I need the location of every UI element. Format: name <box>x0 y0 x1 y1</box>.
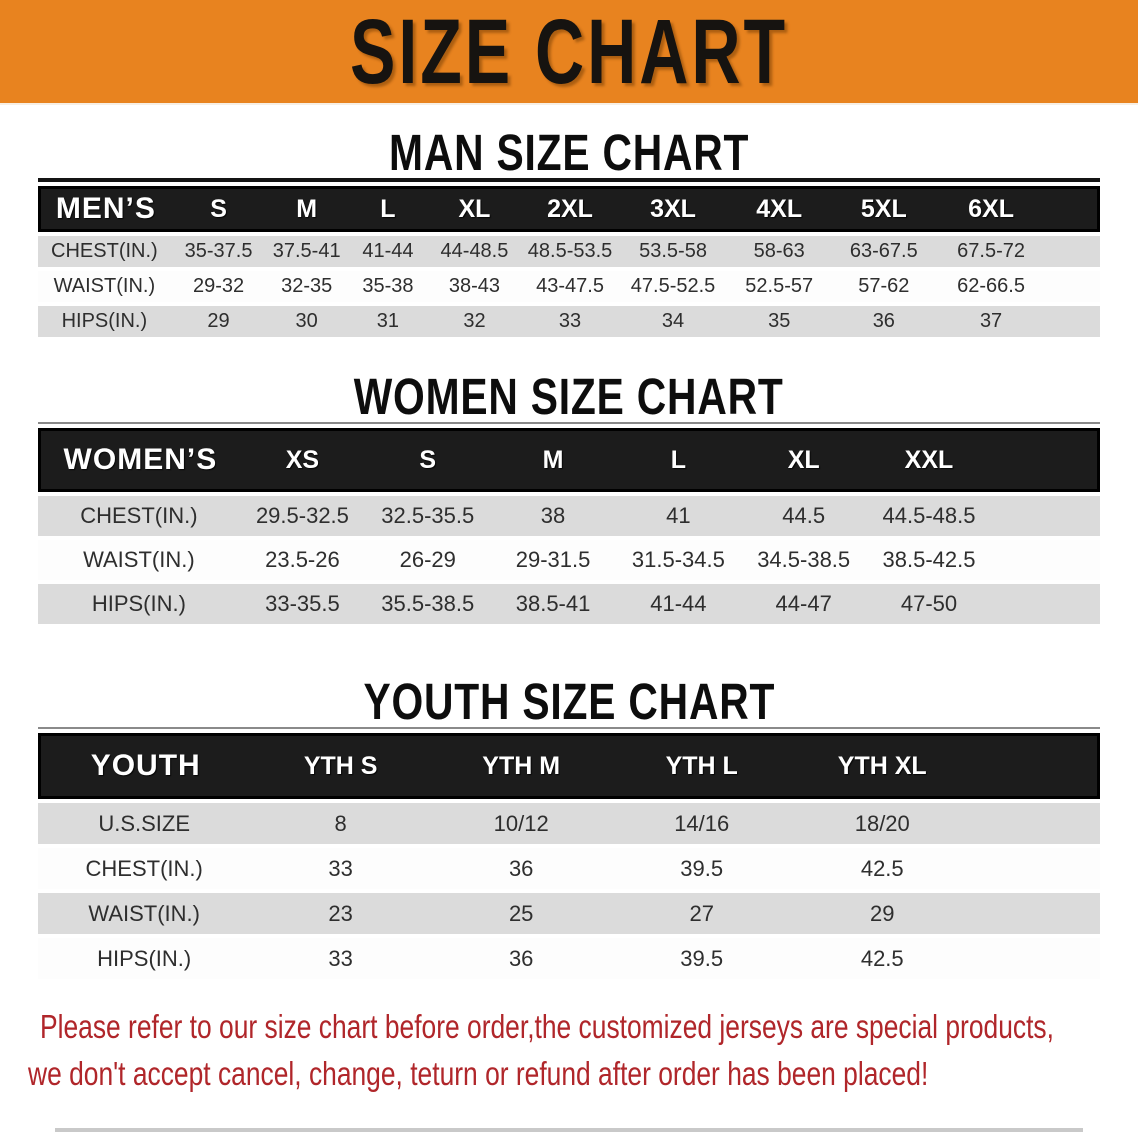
size-value-cell: 53.5-58 <box>620 236 726 267</box>
row-label: CHEST(IN.) <box>38 236 171 267</box>
size-value-cell: 35 <box>726 306 832 337</box>
measurement-row <box>38 803 1100 844</box>
size-column-header: S <box>365 428 490 492</box>
size-value-cell: 36 <box>431 848 612 889</box>
women-size-table <box>38 422 1100 628</box>
size-value-cell: 42.5 <box>792 938 973 979</box>
size-value-cell: 38-43 <box>429 271 520 302</box>
size-value-cell: 18/20 <box>792 803 973 844</box>
size-value-cell: 26-29 <box>365 540 490 580</box>
row-filler <box>973 848 1100 889</box>
size-chart-banner <box>0 0 1138 105</box>
size-value-cell: 29 <box>792 893 973 934</box>
size-column-header: S <box>171 186 267 232</box>
size-value-cell: 30 <box>266 306 347 337</box>
size-value-cell: 44.5-48.5 <box>866 496 991 536</box>
row-label: HIPS(IN.) <box>38 938 250 979</box>
size-column-header: YTH L <box>611 733 792 799</box>
size-value-cell: 44-48.5 <box>429 236 520 267</box>
measurement-row <box>38 584 1100 624</box>
row-filler <box>1047 306 1100 337</box>
size-value-cell: 43-47.5 <box>520 271 620 302</box>
measurement-row <box>38 848 1100 889</box>
size-value-cell: 14/16 <box>611 803 792 844</box>
size-column-header: M <box>266 186 347 232</box>
row-filler <box>973 803 1100 844</box>
size-value-cell: 52.5-57 <box>726 271 832 302</box>
group-header: YOUTH <box>38 733 250 799</box>
size-column-header: M <box>490 428 615 492</box>
row-filler <box>973 893 1100 934</box>
size-value-cell: 44.5 <box>741 496 866 536</box>
size-value-cell: 33-35.5 <box>240 584 365 624</box>
measurement-row <box>38 236 1100 267</box>
row-filler <box>1047 236 1100 267</box>
youth-heading-text: YOUTH SIZE CHART <box>363 673 775 730</box>
measurement-row <box>38 938 1100 979</box>
size-value-cell: 29-32 <box>171 271 267 302</box>
measurement-row <box>38 496 1100 536</box>
size-column-header: L <box>616 428 741 492</box>
size-value-cell: 63-67.5 <box>832 236 935 267</box>
size-value-cell: 41 <box>616 496 741 536</box>
size-column-header: 5XL <box>832 186 935 232</box>
size-value-cell: 35-38 <box>347 271 429 302</box>
size-value-cell: 47-50 <box>866 584 991 624</box>
size-header-row <box>38 733 1100 799</box>
header-filler <box>992 428 1100 492</box>
size-column-header: YTH S <box>250 733 431 799</box>
banner-title: SIZE CHART <box>349 0 789 103</box>
size-value-cell: 37 <box>935 306 1047 337</box>
row-label: WAIST(IN.) <box>38 893 250 934</box>
size-value-cell: 27 <box>611 893 792 934</box>
disclaimer-note <box>0 1003 1138 1097</box>
size-value-cell: 23 <box>250 893 431 934</box>
size-column-header: YTH M <box>431 733 612 799</box>
size-value-cell: 8 <box>250 803 431 844</box>
size-value-cell: 36 <box>832 306 935 337</box>
size-value-cell: 47.5-52.5 <box>620 271 726 302</box>
size-value-cell: 36 <box>431 938 612 979</box>
size-column-header: XXL <box>866 428 991 492</box>
size-value-cell: 33 <box>250 938 431 979</box>
size-value-cell: 44-47 <box>741 584 866 624</box>
group-header: MEN’S <box>38 186 171 232</box>
size-value-cell: 29 <box>171 306 267 337</box>
size-value-cell: 32 <box>429 306 520 337</box>
row-label: CHEST(IN.) <box>38 496 240 536</box>
size-value-cell: 34 <box>620 306 726 337</box>
size-column-header: 6XL <box>935 186 1047 232</box>
row-filler <box>992 584 1100 624</box>
size-value-cell: 37.5-41 <box>266 236 347 267</box>
size-value-cell: 41-44 <box>616 584 741 624</box>
women-heading-text: WOMEN SIZE CHART <box>354 368 784 425</box>
row-filler <box>973 938 1100 979</box>
size-value-cell: 25 <box>431 893 612 934</box>
size-value-cell: 42.5 <box>792 848 973 889</box>
size-header-row <box>38 428 1100 492</box>
size-value-cell: 58-63 <box>726 236 832 267</box>
size-value-cell: 31.5-34.5 <box>616 540 741 580</box>
size-value-cell: 10/12 <box>431 803 612 844</box>
row-label: HIPS(IN.) <box>38 584 240 624</box>
men-size-table <box>38 178 1100 341</box>
size-value-cell: 48.5-53.5 <box>520 236 620 267</box>
measurement-row <box>38 540 1100 580</box>
youth-size-table <box>38 727 1100 983</box>
row-label: CHEST(IN.) <box>38 848 250 889</box>
row-filler <box>1047 271 1100 302</box>
measurement-row <box>38 271 1100 302</box>
size-column-header: XL <box>741 428 866 492</box>
disclaimer-line-2: we don't accept cancel, change, teturn or refund after order has been placed! <box>28 1055 929 1092</box>
women-section-heading <box>0 368 1138 425</box>
row-filler <box>992 540 1100 580</box>
size-value-cell: 39.5 <box>611 848 792 889</box>
size-column-header: 3XL <box>620 186 726 232</box>
size-value-cell: 29.5-32.5 <box>240 496 365 536</box>
size-column-header: XS <box>240 428 365 492</box>
size-value-cell: 41-44 <box>347 236 429 267</box>
row-label: WAIST(IN.) <box>38 271 171 302</box>
man-section-heading <box>0 124 1138 181</box>
man-heading-text: MAN SIZE CHART <box>388 124 750 181</box>
disclaimer-line-1: Please refer to our size chart before order,the customized jerseys are special products, <box>40 1008 1054 1045</box>
size-value-cell: 29-31.5 <box>490 540 615 580</box>
size-value-cell: 31 <box>347 306 429 337</box>
size-value-cell: 62-66.5 <box>935 271 1047 302</box>
size-column-header: XL <box>429 186 520 232</box>
size-value-cell: 35.5-38.5 <box>365 584 490 624</box>
header-filler <box>1047 186 1100 232</box>
size-value-cell: 38.5-41 <box>490 584 615 624</box>
size-column-header: L <box>347 186 429 232</box>
youth-section-heading <box>0 673 1138 730</box>
row-label: U.S.SIZE <box>38 803 250 844</box>
size-value-cell: 32-35 <box>266 271 347 302</box>
size-header-row <box>38 186 1100 232</box>
size-value-cell: 57-62 <box>832 271 935 302</box>
measurement-row <box>38 893 1100 934</box>
size-value-cell: 38.5-42.5 <box>866 540 991 580</box>
header-filler <box>973 733 1100 799</box>
bottom-divider <box>55 1128 1083 1132</box>
size-value-cell: 33 <box>250 848 431 889</box>
size-value-cell: 34.5-38.5 <box>741 540 866 580</box>
size-value-cell: 32.5-35.5 <box>365 496 490 536</box>
size-value-cell: 38 <box>490 496 615 536</box>
size-column-header: YTH XL <box>792 733 973 799</box>
row-filler <box>992 496 1100 536</box>
size-column-header: 4XL <box>726 186 832 232</box>
size-column-header: 2XL <box>520 186 620 232</box>
row-label: HIPS(IN.) <box>38 306 171 337</box>
group-header: WOMEN’S <box>38 428 240 492</box>
size-value-cell: 39.5 <box>611 938 792 979</box>
size-value-cell: 35-37.5 <box>171 236 267 267</box>
measurement-row <box>38 306 1100 337</box>
size-value-cell: 33 <box>520 306 620 337</box>
row-label: WAIST(IN.) <box>38 540 240 580</box>
size-value-cell: 23.5-26 <box>240 540 365 580</box>
size-value-cell: 67.5-72 <box>935 236 1047 267</box>
